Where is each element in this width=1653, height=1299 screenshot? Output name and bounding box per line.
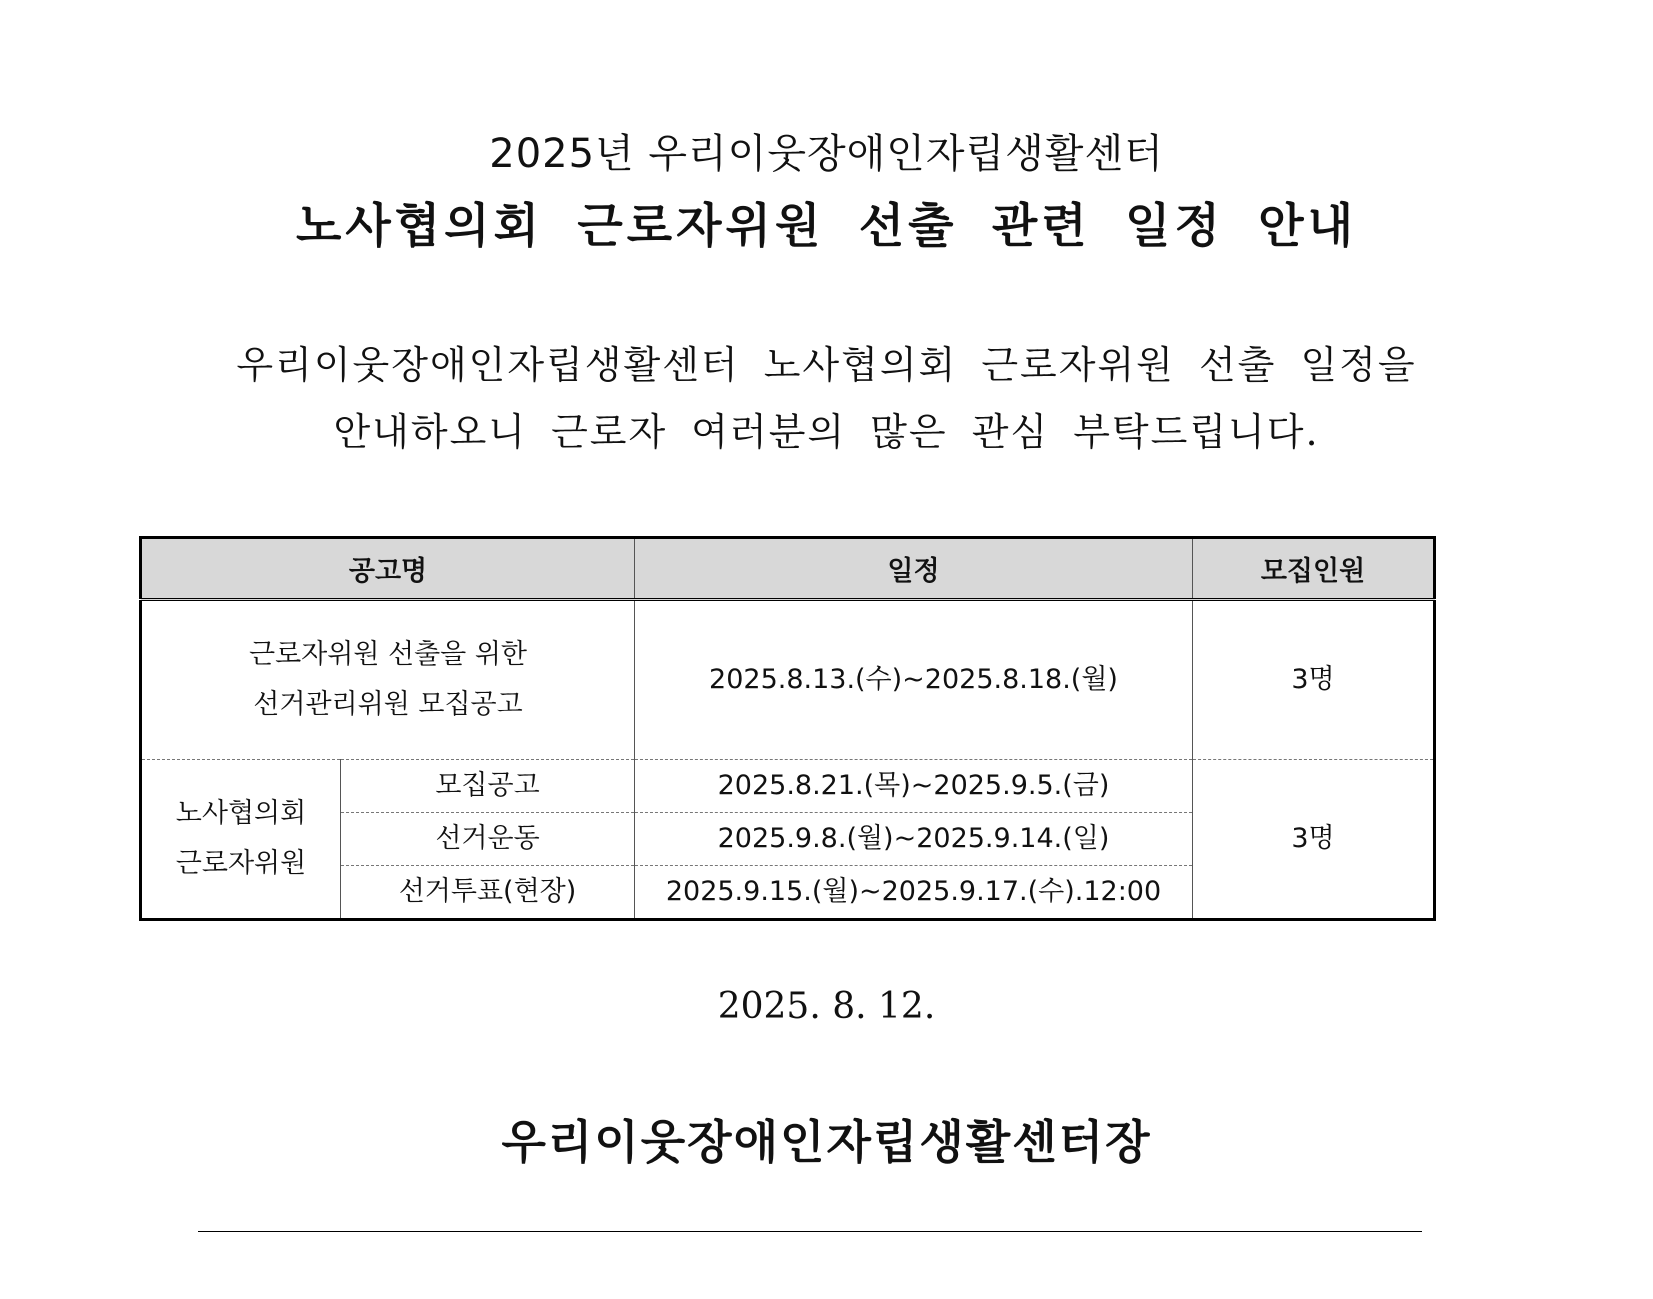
group-item-schedule: 2025.9.8.(월)~2025.9.14.(일) bbox=[635, 813, 1193, 866]
header-schedule: 일정 bbox=[635, 538, 1193, 600]
schedule-table bbox=[139, 536, 1436, 921]
group-label-line-2: 근로자위원 bbox=[175, 848, 307, 879]
group-item-name: 선거운동 bbox=[341, 813, 635, 866]
document-date: 2025. 8. 12. bbox=[717, 986, 936, 1027]
document-title: 노사협의회 근로자위원 선출 관련 일정 안내 bbox=[295, 199, 1358, 254]
table-header-row bbox=[141, 538, 1435, 600]
group-item-name: 모집공고 bbox=[341, 760, 635, 813]
group-item-schedule: 2025.9.15.(월)~2025.9.17.(수).12:00 bbox=[635, 866, 1193, 920]
group-item-schedule: 2025.8.21.(목)~2025.9.5.(금) bbox=[635, 760, 1193, 813]
table-row bbox=[141, 600, 1435, 760]
row1-schedule: 2025.8.13.(수)~2025.8.18.(월) bbox=[635, 600, 1193, 760]
header-notice-name: 공고명 bbox=[141, 538, 635, 600]
group-count: 3명 bbox=[1291, 823, 1335, 854]
table-row bbox=[141, 760, 1435, 813]
row1-name-line-2: 선거관리위원 모집공고 bbox=[253, 689, 523, 720]
header-recruit-count: 모집인원 bbox=[1193, 538, 1435, 600]
intro-line-1: 우리이웃장애인자립생활센터 노사협의회 근로자위원 선출 일정을 bbox=[236, 343, 1417, 387]
intro-line-2: 안내하오니 근로자 여러분의 많은 관심 부탁드립니다. bbox=[333, 410, 1320, 454]
document-subtitle: 2025년 우리이웃장애인자립생활센터 bbox=[489, 131, 1164, 177]
group-label bbox=[141, 760, 341, 920]
group-label-line-1: 노사협의회 bbox=[175, 798, 307, 829]
row1-notice-name bbox=[141, 600, 635, 760]
group-item-name: 선거투표(현장) bbox=[341, 866, 635, 920]
signature: 우리이웃장애인자립생활센터장 bbox=[501, 1115, 1152, 1169]
row1-count: 3명 bbox=[1193, 600, 1435, 760]
footer-divider bbox=[198, 1231, 1422, 1232]
row1-name-line-1: 근로자위원 선출을 위한 bbox=[249, 639, 527, 670]
